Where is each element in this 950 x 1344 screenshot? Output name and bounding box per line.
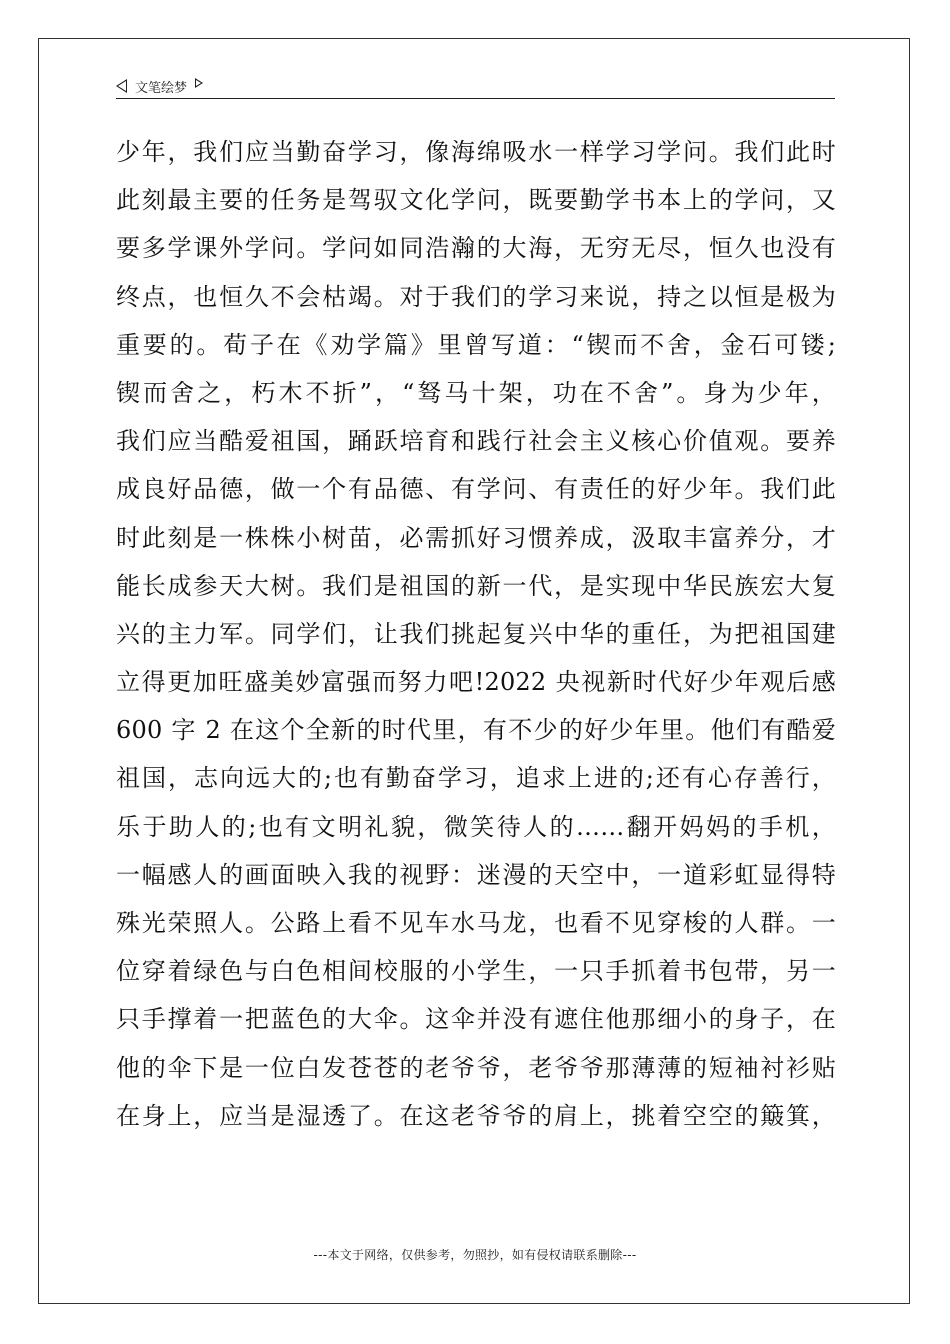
text-line: 600 字 2 在这个全新的时代里，有不少的好少年里。他们有酷爱 (116, 716, 836, 745)
text-line: 成良好品德，做一个有品德、有学问、有责任的好少年。我们此 (116, 475, 836, 504)
text-line: 殊光荣照人。公路上看不见车水马龙，也看不见穿梭的人群。一 (116, 909, 836, 937)
text-line: 锲而舍之，朽木不折”，“驽马十架，功在不舍”。身为少年， (116, 378, 836, 407)
text-line: 乐于助人的;也有文明礼貌，微笑待人的……翻开妈妈的手机， (116, 812, 836, 841)
body-text (116, 128, 836, 1140)
text-line: 位穿着绿色与白色相间校服的小学生，一只手抓着书包带，另一 (116, 957, 836, 986)
triangle-left-icon (116, 79, 127, 93)
text-line: 在身上，应当是湿透了。在这老爷爷的肩上，挑着空空的簸箕， (116, 1101, 836, 1130)
triangle-right-icon (195, 78, 203, 88)
text-line: 一幅感人的画面映入我的视野：迷漫的天空中，一道彩虹显得特 (116, 860, 836, 889)
text-line: 他的伞下是一位白发苍苍的老爷爷，老爷爷那薄薄的短袖衬衫贴 (116, 1053, 836, 1082)
text-line: 只手撑着一把蓝色的大伞。这伞并没有遮住他那细小的身子，在 (116, 1005, 836, 1034)
page-footer: ---本文于网络，仅供参考，勿照抄，如有侵权请联系删除--- (313, 1248, 637, 1262)
text-line: 终点，也恒久不会枯竭。对于我们的学习来说，持之以恒是极为 (116, 282, 836, 311)
text-line: 少年，我们应当勤奋学习，像海绵吸水一样学习学问。我们此时 (116, 138, 836, 166)
text-line: 要多学课外学问。学问如同浩瀚的大海，无穷无尽，恒久也没有 (116, 234, 836, 263)
page-header (116, 74, 835, 99)
text-line: 兴的主力军。同学们，让我们挑起复兴中华的重任，为把祖国建 (116, 619, 836, 648)
text-line: 祖国，志向远大的;也有勤奋学习，追求上进的;还有心存善行， (116, 764, 836, 793)
text-line: 我们应当酷爱祖国，踊跃培育和践行社会主义核心价值观。要养 (116, 427, 836, 456)
text-line: 能长成参天大树。我们是祖国的新一代，是实现中华民族宏大复 (116, 571, 836, 600)
text-line: 立得更加旺盛美妙富强而努力吧!2022 央视新时代好少年观后感 (116, 668, 836, 697)
text-line: 时此刻是一株株小树苗，必需抓好习惯养成，汲取丰富养分，才 (116, 523, 836, 552)
header-title: 文笔绘梦 (135, 80, 188, 96)
text-line: 重要的。荀子在《劝学篇》里曾写道：“锲而不舍，金石可镂; (116, 330, 836, 359)
text-line: 此刻最主要的任务是驾驭文化学问，既要勤学书本上的学问，又 (116, 186, 836, 215)
